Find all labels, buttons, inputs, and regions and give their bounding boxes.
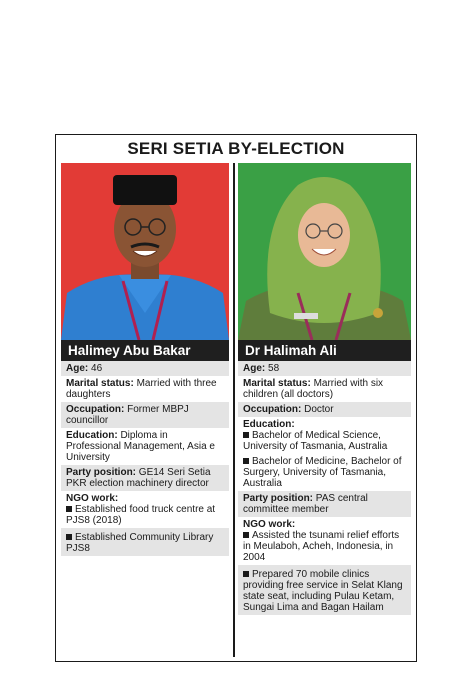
right-age-row [238,361,411,376]
right-ngo-row-2 [238,565,411,615]
column-divider [233,163,235,657]
ngo-item-text: Assisted the tsunami relief efforts in Meulaboh, Acheh, Indonesia, in 2004 [243,530,400,563]
ngo-item-text: Established Community Library PJS8 [66,532,214,554]
marital-value: Married with three daughters [66,378,217,400]
left-occupation-row [61,402,229,428]
square-bullet-icon [243,458,249,464]
right-occupation-row [238,402,411,417]
occupation-label: Occupation: [243,404,302,415]
square-bullet-icon [243,432,249,438]
ngo-item [66,532,225,554]
age-label: Age: [243,363,266,374]
occupation-value: Doctor [304,404,334,415]
education-item [243,456,407,489]
left-ngo-row-2 [61,528,229,556]
ngo-item-text: Prepared 70 mobile clinics providing free service in Selat Klang state seat, including Pulau Ketam, Sungai Lima and Bagan Hailam [243,569,403,613]
party-value: GE14 Seri Setia PKR election machinery director [66,467,211,489]
square-bullet-icon [243,571,249,577]
party-label: Party position: [243,493,314,504]
right-marital-row [238,376,411,402]
left-party-row [61,465,229,491]
candidate-right-name: Dr Halimah Ali [238,340,411,361]
ngo-item-text: Established food truck centre at PJS8 (2018) [66,504,216,526]
candidate-infographic [55,134,417,662]
square-bullet-icon [66,534,72,540]
portrait-man-image [61,163,229,340]
education-label: Education: [243,419,295,430]
marital-label: Marital status: [66,378,134,389]
age-value: 46 [91,363,103,374]
left-age-row [61,361,229,376]
candidate-left-name: Halimey Abu Bakar [61,340,229,361]
ngo-item [66,504,225,526]
left-education-row [61,428,229,465]
ngo-item [243,530,407,563]
occupation-value: Former MBPJ councillor [66,404,189,426]
square-bullet-icon [66,506,72,512]
age-label: Age: [66,363,89,374]
left-marital-row [61,376,229,402]
right-ngo-row [238,517,411,565]
ngo-label: NGO work: [66,493,119,504]
age-value: 58 [268,363,280,374]
candidate-right-photo [238,163,411,340]
right-party-row [238,491,411,517]
candidate-left-photo [61,163,229,340]
portrait-woman-image [238,163,411,340]
right-education-row [238,417,411,491]
infographic-title: SERI SETIA BY-ELECTION [127,139,345,158]
ngo-item [243,569,407,613]
left-ngo-row [61,491,229,528]
marital-label: Marital status: [243,378,311,389]
candidate-left [61,163,229,556]
party-label: Party position: [66,467,137,478]
candidate-right [238,163,411,615]
education-item-text: Bachelor of Medicine, Bachelor of Surgery, University of Tasmania, Australia [243,456,402,489]
education-item [243,430,407,452]
party-value: PAS central committee member [243,493,368,515]
square-bullet-icon [243,532,249,538]
education-value: Diploma in Professional Management, Asia e University [66,430,215,463]
education-item-text: Bachelor of Medical Science, University of Tasmania, Australia [243,430,388,452]
marital-value: Married with six children (all doctors) [243,378,384,400]
education-label: Education: [66,430,118,441]
occupation-label: Occupation: [66,404,125,415]
ngo-label: NGO work: [243,519,296,530]
